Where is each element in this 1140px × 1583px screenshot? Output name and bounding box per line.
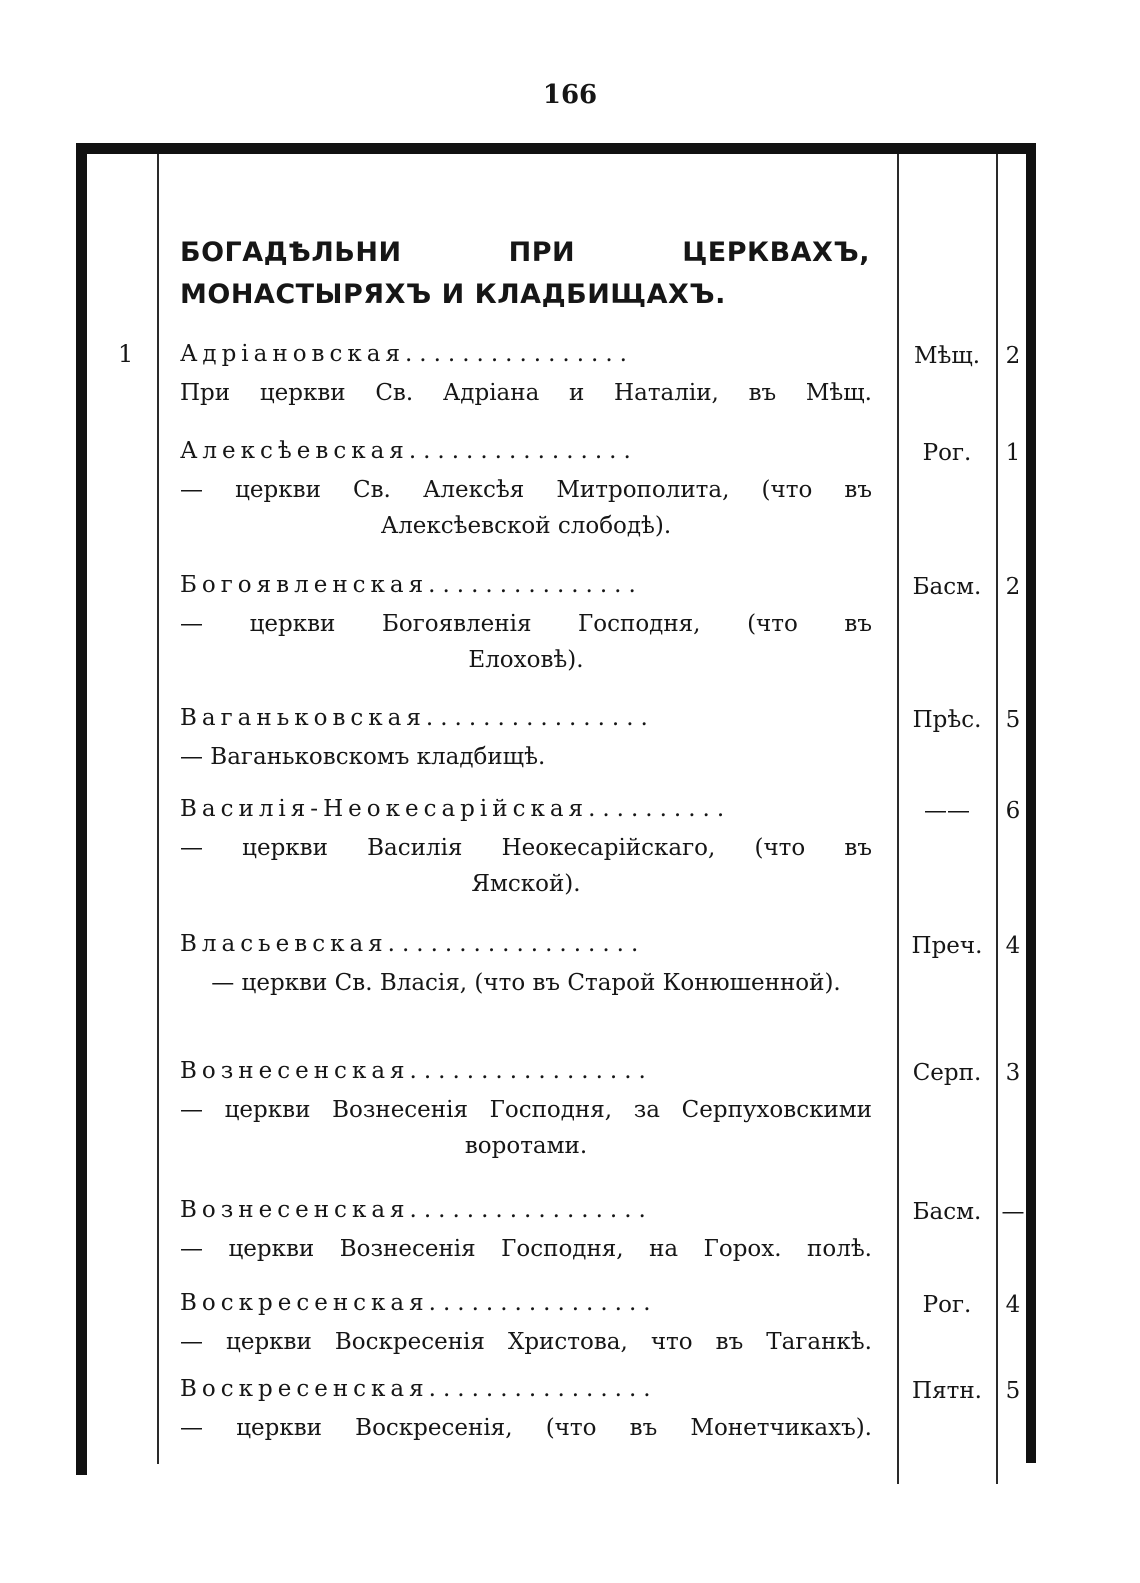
dot-leaders: ............... bbox=[428, 572, 643, 598]
page-number: 166 bbox=[542, 80, 598, 110]
district-label: Прѣс. bbox=[912, 707, 982, 733]
description-line: Елоховѣ). bbox=[468, 647, 584, 673]
count-value: 4 bbox=[1005, 933, 1021, 959]
entry-description bbox=[180, 1410, 872, 1446]
dot-leaders: ................ bbox=[408, 438, 638, 464]
district-label: —— bbox=[924, 798, 970, 824]
description-line: — Ваганьковскомъ кладбищѣ. bbox=[180, 744, 546, 770]
count-value: 4 bbox=[1005, 1292, 1021, 1318]
district-label: Рог. bbox=[922, 440, 972, 466]
entry-title: Василія-Неокесарійская bbox=[180, 796, 589, 822]
description-line: — церкви Воскресенія, (что въ Монетчикахъ). bbox=[180, 1415, 872, 1441]
dot-leaders: ................ bbox=[428, 1376, 658, 1402]
entry-description bbox=[180, 739, 872, 775]
entry-title: Богоявленская bbox=[180, 572, 429, 598]
district-label: Мѣщ. bbox=[913, 343, 981, 369]
entry-description bbox=[180, 472, 872, 544]
entry-title: Воскресенская bbox=[180, 1290, 429, 1316]
entry-description bbox=[180, 375, 872, 411]
entry-title: Воскресенская bbox=[180, 1376, 429, 1402]
district-label: Басм. bbox=[912, 1199, 982, 1225]
entry-title-line bbox=[180, 568, 872, 602]
entry-title-line bbox=[180, 1286, 872, 1320]
district-label: Пятн. bbox=[912, 1378, 982, 1404]
description-line: При церкви Св. Адріана и Наталіи, въ Мѣщ. bbox=[180, 380, 872, 406]
dot-leaders: ................ bbox=[425, 705, 655, 731]
entry-description bbox=[180, 1324, 872, 1360]
entry-title-line bbox=[180, 1193, 872, 1227]
dot-leaders: .......... bbox=[588, 796, 732, 822]
count-value: 5 bbox=[1005, 707, 1021, 733]
description-line: — церкви Св. Власія, (что въ Старой Конюшенной). bbox=[211, 970, 841, 996]
district-label: Серп. bbox=[912, 1060, 982, 1086]
count-value: 3 bbox=[1005, 1060, 1021, 1086]
frame-right-rule bbox=[1026, 143, 1036, 1463]
entry-title: Алексѣевская bbox=[180, 438, 409, 464]
count-value: 6 bbox=[1005, 798, 1021, 824]
district-label: Преч. bbox=[911, 933, 983, 959]
entry-title: Ваганьковская bbox=[180, 705, 426, 731]
column-rule-number bbox=[157, 154, 159, 1464]
description-line: — церкви Воскресенія Христова, что въ Таганкѣ. bbox=[180, 1329, 872, 1355]
description-line: — церкви Вознесенія Господня, на Горох. полѣ. bbox=[180, 1236, 872, 1262]
count-value: 2 bbox=[1005, 574, 1021, 600]
entry-title-line bbox=[180, 927, 872, 961]
description-line: — церкви Василія Неокесарійскаго, (что въ bbox=[180, 835, 872, 861]
district-label: Рог. bbox=[922, 1292, 972, 1318]
description-line: — церкви Св. Алексѣя Митрополита, (что въ bbox=[180, 477, 872, 503]
count-value: — bbox=[1001, 1199, 1025, 1225]
entry-description bbox=[180, 830, 872, 902]
entry-description bbox=[180, 1231, 872, 1267]
entry-title-line bbox=[180, 792, 872, 826]
district-label: Басм. bbox=[912, 574, 982, 600]
count-value: 2 bbox=[1005, 343, 1021, 369]
section-heading: БОГАДѢЛЬНИ ПРИ ЦЕРКВАХЪ, МОНАСТЫРЯХЪ И КЛАДБИЩАХЪ. bbox=[180, 237, 870, 310]
entry-title-line bbox=[180, 1054, 872, 1088]
description-line: Алексѣевской слободѣ). bbox=[380, 513, 672, 539]
entry-title: Вознесенская bbox=[180, 1058, 410, 1084]
dot-leaders: ................ bbox=[404, 341, 634, 367]
entry-number: 1 bbox=[118, 340, 134, 368]
column-rule-count bbox=[996, 154, 998, 1484]
dot-leaders: ................. bbox=[409, 1197, 653, 1223]
entry-description bbox=[180, 965, 872, 1001]
dot-leaders: ................ bbox=[428, 1290, 658, 1316]
frame-top-rule bbox=[76, 143, 1036, 154]
entry-title-line bbox=[180, 337, 872, 371]
entry-description bbox=[180, 606, 872, 678]
entry-title: Власьевская bbox=[180, 931, 388, 957]
entry-title: Вознесенская bbox=[180, 1197, 410, 1223]
dot-leaders: .................. bbox=[387, 931, 646, 957]
count-value: 1 bbox=[1005, 440, 1021, 466]
description-line: Ямской). bbox=[471, 871, 581, 897]
frame-left-rule bbox=[76, 143, 87, 1475]
entry-description bbox=[180, 1092, 872, 1164]
entry-title-line bbox=[180, 1372, 872, 1406]
description-line: — церкви Богоявленія Господня, (что въ bbox=[180, 611, 872, 637]
column-rule-district bbox=[897, 154, 899, 1484]
description-line: — церкви Вознесенія Господня, за Серпуховскими воротами. bbox=[180, 1097, 872, 1159]
entry-title-line bbox=[180, 701, 872, 735]
entry-title-line bbox=[180, 434, 872, 468]
count-value: 5 bbox=[1005, 1378, 1021, 1404]
entry-title: Адріановская bbox=[180, 341, 405, 367]
dot-leaders: ................. bbox=[409, 1058, 653, 1084]
